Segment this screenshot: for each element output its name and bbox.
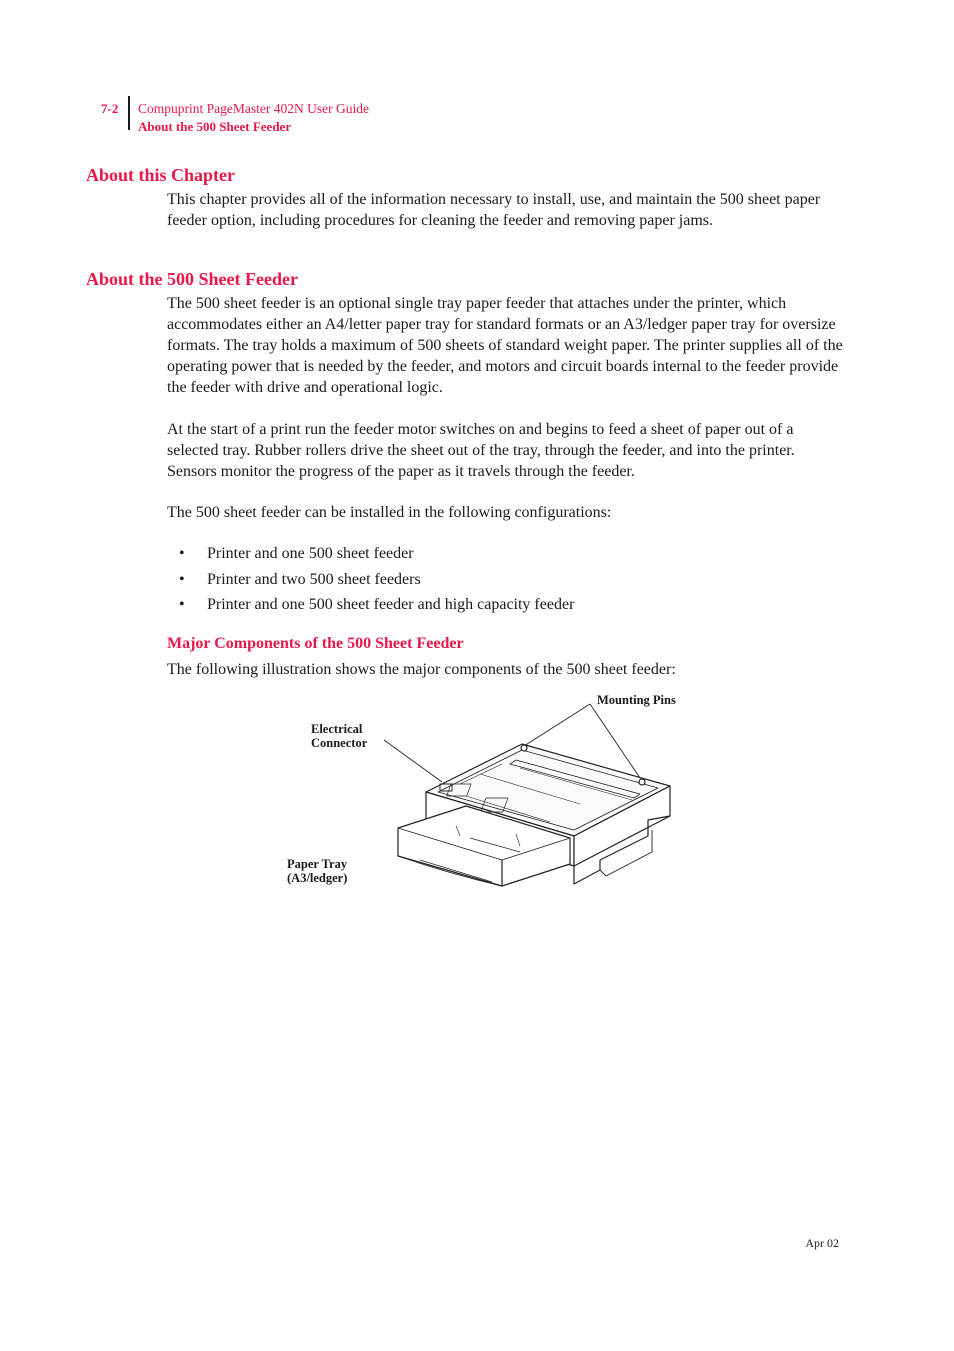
- chapter-heading: About this Chapter: [86, 165, 236, 185]
- tray-label-line-1: Paper Tray: [287, 857, 348, 871]
- components-heading: Major Components of the 500 Sheet Feeder: [167, 635, 464, 652]
- header-section-title: About the 500 Sheet Feeder: [138, 119, 292, 134]
- list-item-text: Printer and one 500 sheet feeder: [207, 545, 414, 562]
- tray-label-line-2: (A3/ledger): [287, 871, 348, 885]
- list-item-text: Printer and two 500 sheet feeders: [207, 570, 421, 588]
- guide-title: Compuprint PageMaster 402N User Guide: [138, 101, 369, 116]
- configuration-list: [167, 543, 574, 620]
- electrical-label-line-1: Electrical: [311, 722, 363, 736]
- electrical-label-line-2: Connector: [311, 736, 368, 750]
- components-paragraph: The following illustration shows the major components of the 500 sheet feeder:: [167, 661, 676, 678]
- mounting-pins-label: Mounting Pins: [597, 693, 676, 707]
- feeder-heading: About the 500 Sheet Feeder: [86, 269, 298, 289]
- feeder-paragraph-1: The 500 sheet feeder is an optional single tray paper feeder that attaches under the printer, which accommodates either an A4/letter paper tray for standard formats or an A3/ledger paper tray for oversize formats. The tray holds a maximum of 500 sheets of standard weight paper. The printer supplies all of the operating power that is needed by the feeder, and motors and circuit boards internal to the feeder provide the feeder with drive and operational logic.: [167, 295, 843, 396]
- feeder-illustration: [280, 688, 700, 908]
- list-item: • Printer and one 500 sheet feeder and high capacity feeder: [179, 596, 575, 613]
- header-divider: [128, 96, 130, 130]
- list-item: • Printer and one 500 sheet feeder: [179, 545, 414, 562]
- page-number: 7-2: [101, 101, 119, 116]
- feeder-paragraph-3: The 500 sheet feeder can be installed in the following configurations:: [167, 504, 612, 521]
- list-item: • Printer and two 500 sheet feeders: [179, 570, 421, 588]
- chapter-paragraph: This chapter provides all of the information necessary to install, use, and maintain the 500 sheet paper feeder option, including procedures for cleaning the feeder and removing paper jams.: [167, 191, 821, 229]
- electrical-connector-label: [311, 722, 367, 750]
- footer-date: Apr 02: [805, 1236, 839, 1250]
- paper-tray-label: [287, 857, 347, 885]
- list-item-text: Printer and one 500 sheet feeder and high capacity feeder: [207, 596, 575, 613]
- feeder-paragraph-2: At the start of a print run the feeder motor switches on and begins to feed a sheet of paper out of a selected tray. Rubber rollers drive the sheet out of the tray, through the feeder, and into the printer. Sensors monitor the progress of the paper as it travels through the feeder.: [167, 421, 795, 480]
